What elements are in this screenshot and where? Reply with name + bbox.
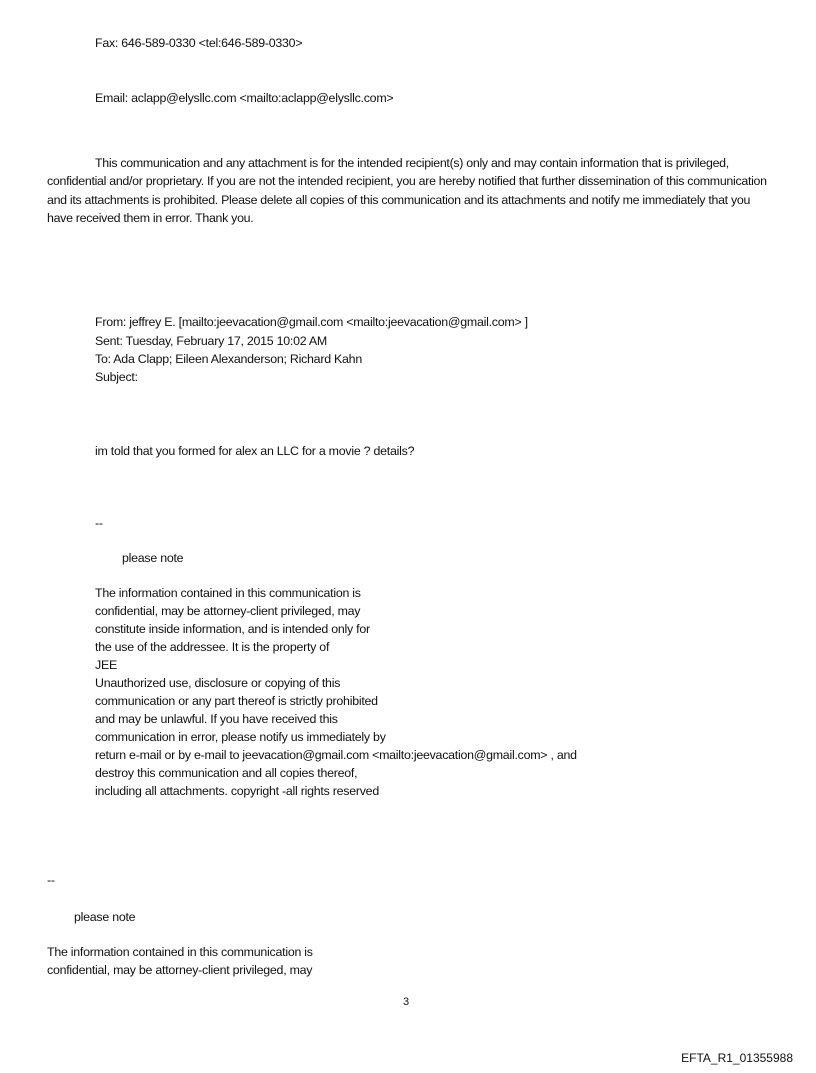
- disclaimer-line: communication in error, please notify us immediately by: [95, 730, 386, 744]
- subject-line: Subject:: [95, 370, 138, 384]
- disclaimer-line: and may be unlawful. If you have received this: [95, 712, 338, 726]
- outer-separator: --: [47, 873, 55, 887]
- separator: --: [95, 516, 103, 530]
- disclaimer-line: confidential, may be attorney-client privileged, may: [95, 604, 361, 618]
- outer-disclaimer-line: The information contained in this communication is: [47, 945, 313, 959]
- disclaimer-line: JEE: [95, 658, 117, 672]
- outer-please-note: please note: [74, 910, 136, 924]
- message-body: im told that you formed for alex an LLC for a movie ? details?: [95, 444, 415, 458]
- from-line: From: jeffrey E. [mailto:jeevacation@gmail.com <mailto:jeevacation@gmail.com> ]: [95, 315, 528, 329]
- disclaimer-line: including all attachments. copyright -all rights reserved: [95, 784, 379, 798]
- confidentiality-notice: This communication and any attachment is for the intended recipient(s) only and may contain information that is privileged, confidential and/or proprietary. If you are not the intended recipient, you are hereby notified that further dissemination of this communication and its attachments is prohibited. Please delete all copies of this communication and its attachments and notify me immediately that you have received them in error. Thank you.: [47, 156, 767, 226]
- disclaimer-line: Unauthorized use, disclosure or copying of this: [95, 676, 341, 690]
- disclaimer-line: destroy this communication and all copies thereof,: [95, 766, 358, 780]
- disclaimer-line: the use of the addressee. It is the property of: [95, 640, 330, 654]
- disclaimer-line: The information contained in this communication is: [95, 586, 361, 600]
- page-number: 3: [403, 996, 409, 1008]
- please-note: please note: [122, 551, 184, 565]
- sent-line: Sent: Tuesday, February 17, 2015 10:02 AM: [95, 334, 327, 348]
- disclaimer-line: communication or any part thereof is strictly prohibited: [95, 694, 378, 708]
- disclaimer-line: constitute inside information, and is intended only for: [95, 622, 370, 636]
- fax-line: Fax: 646-589-0330 <tel:646-589-0330>: [95, 36, 303, 50]
- disclaimer-line: return e-mail or by e-mail to jeevacation@gmail.com <mailto:jeevacation@gmail.com> , and: [95, 748, 577, 762]
- bates-number: EFTA_R1_01355988: [681, 1051, 793, 1065]
- to-line: To: Ada Clapp; Eileen Alexanderson; Richard Kahn: [95, 352, 362, 366]
- email-line: Email: aclapp@elysllc.com <mailto:aclapp@elysllc.com>: [95, 91, 394, 105]
- outer-disclaimer-line: confidential, may be attorney-client privileged, may: [47, 963, 313, 977]
